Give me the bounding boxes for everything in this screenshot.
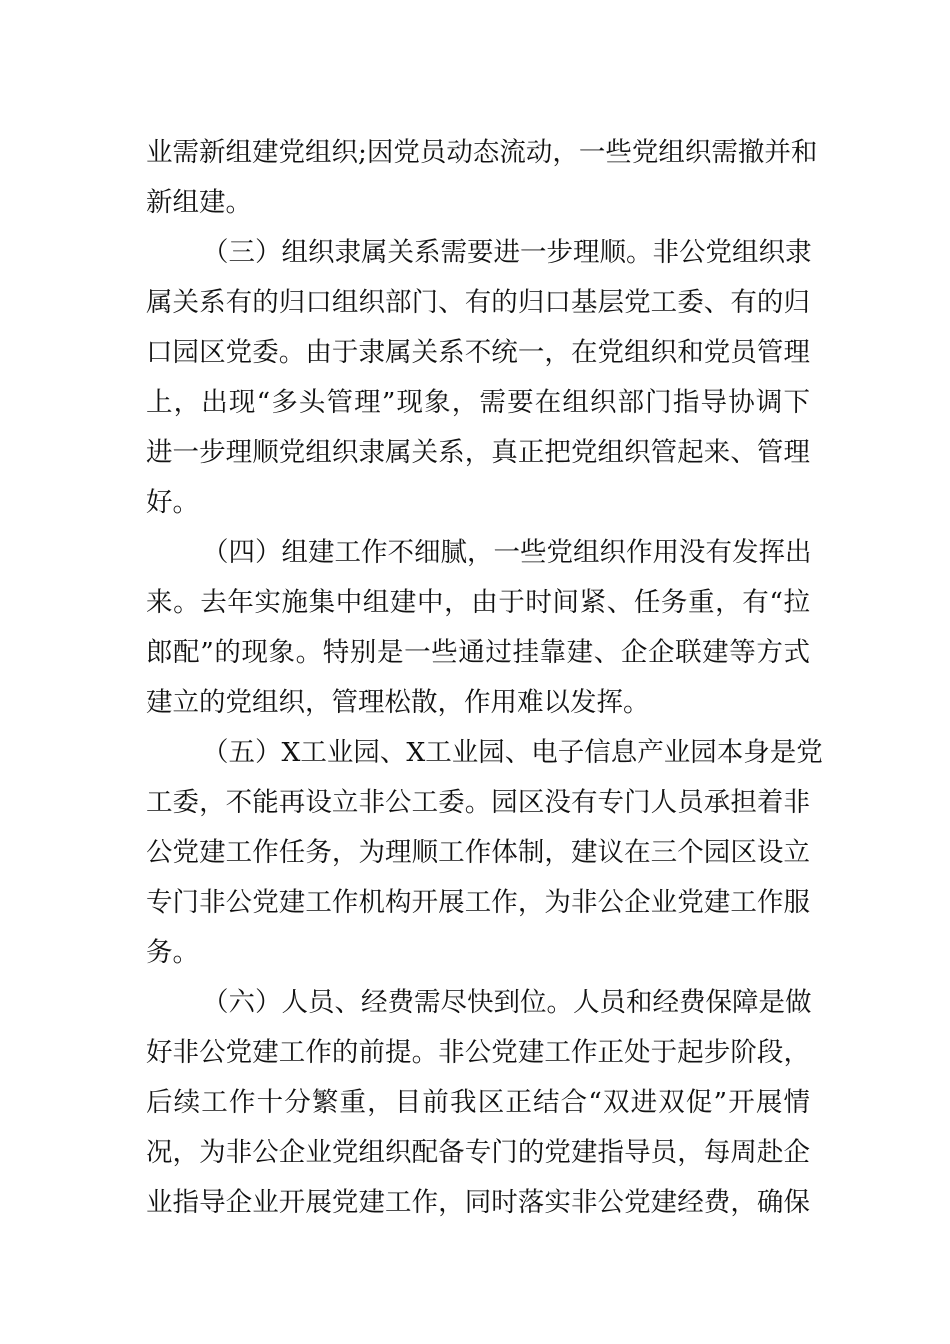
text-line-11: 郎配”的现象。特别是一些通过挂靠建、企企联建等方式 xyxy=(146,637,810,668)
text-line-2: 新组建。 xyxy=(146,187,252,218)
text-line-16: 专门非公党建工作机构开展工作，为非公企业党建工作服 xyxy=(146,887,810,918)
text-line-12: 建立的党组织，管理松散，作用难以发挥。 xyxy=(146,687,650,718)
text-line-8: 好。 xyxy=(146,487,199,518)
text-line-21: 况，为非公企业党组织配备专门的党建指导员，每周赴企 xyxy=(146,1137,810,1168)
text-line-5: 口园区党委。由于隶属关系不统一，在党组织和党员管理 xyxy=(146,337,810,368)
text-line-13: （五）X工业园、X工业园、电子信息产业园本身是党 xyxy=(202,737,823,768)
text-line-6: 上，出现“多头管理”现象，需要在组织部门指导协调下 xyxy=(146,387,810,418)
text-line-19: 好非公党建工作的前提。非公党建工作正处于起步阶段， xyxy=(146,1037,810,1068)
text-line-22: 业指导企业开展党建工作，同时落实非公党建经费，确保 xyxy=(146,1187,810,1218)
text-line-1: 业需新组建党组织;因党员动态流动，一些党组织需撤并和 xyxy=(146,137,818,168)
text-line-18: （六）人员、经费需尽快到位。人员和经费保障是做 xyxy=(202,987,812,1018)
body-text xyxy=(146,128,823,1228)
text-line-7: 进一步理顺党组织隶属关系，真正把党组织管起来、管理 xyxy=(146,437,810,468)
text-line-15: 公党建工作任务，为理顺工作体制，建议在三个园区设立 xyxy=(146,837,810,868)
text-line-14: 工委，不能再设立非公工委。园区没有专门人员承担着非 xyxy=(146,787,810,818)
text-line-9: （四）组建工作不细腻，一些党组织作用没有发挥出 xyxy=(202,537,812,568)
text-line-10: 来。去年实施集中组建中，由于时间紧、任务重，有“拉 xyxy=(146,587,810,618)
text-line-3: （三）组织隶属关系需要进一步理顺。非公党组织隶 xyxy=(202,237,812,268)
text-line-20: 后续工作十分繁重，目前我区正结合“双进双促”开展情 xyxy=(146,1087,810,1118)
text-line-4: 属关系有的归口组织部门、有的归口基层党工委、有的归 xyxy=(146,287,810,318)
text-line-17: 务。 xyxy=(146,937,199,968)
